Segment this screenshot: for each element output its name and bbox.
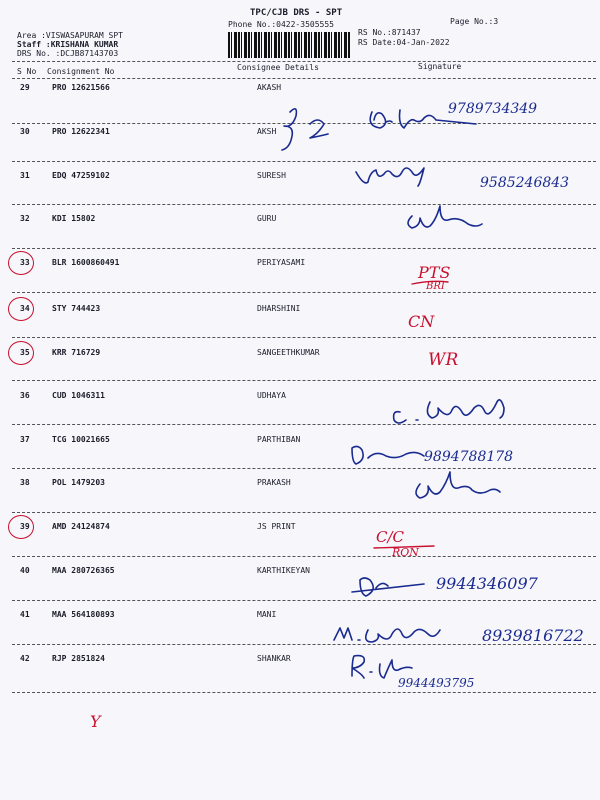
row-sno: 39 [20, 522, 30, 531]
staff-label: Staff :KRISHANA KUMAR [17, 40, 119, 49]
row-separator [12, 556, 596, 557]
row-separator [12, 380, 596, 381]
row-consignment: MAA 280726365 [52, 566, 115, 575]
table-row [0, 83, 600, 103]
row-consignment: AMD 24124874 [52, 522, 110, 531]
row-consignment: STY 744423 [52, 304, 101, 313]
table-row [0, 127, 600, 147]
handwritten-code-34: CN [408, 312, 435, 331]
row-sno: 34 [20, 304, 30, 313]
handwritten-phone-29: 9789734349 [448, 101, 538, 117]
row-consignee: AKSH [257, 127, 277, 136]
row-separator [12, 248, 596, 249]
handwritten-code-35: WR [428, 350, 459, 370]
handwritten-phone-40: 9944346097 [436, 574, 538, 593]
row-consignment: MAA 564180893 [52, 610, 115, 619]
row-consignment: TCG 10021665 [52, 435, 110, 444]
handwritten-footer-mark: Y [90, 712, 101, 731]
handwritten-phone-41: 8939816722 [482, 626, 584, 645]
handwritten-phone-31: 9585246843 [480, 175, 570, 191]
row-consignment: CUD 1046311 [52, 391, 105, 400]
row-consignee: GURU [257, 214, 277, 223]
row-consignee: PRAKASH [257, 478, 291, 487]
row-separator [12, 468, 596, 469]
table-row [0, 654, 600, 674]
row-sno: 32 [20, 214, 30, 223]
col-signature: Signature [418, 62, 462, 71]
area-label: Area :VISWASAPURAM SPT [17, 31, 123, 40]
row-separator [12, 292, 596, 293]
row-consignment: BLR 1600860491 [52, 258, 120, 267]
row-consignee: SHANKAR [257, 654, 291, 663]
handwritten-code-39a: C/C [376, 528, 405, 546]
table-row [0, 214, 600, 234]
handwritten-code-33a: PTS [418, 263, 451, 282]
barcode [228, 32, 350, 58]
phone-number: Phone No.:0422-3505555 [228, 20, 334, 29]
row-consignee: MANI [257, 610, 277, 619]
row-separator [12, 161, 596, 162]
table-row [0, 478, 600, 498]
row-separator [12, 337, 596, 338]
handwritten-phone-37: 9894788178 [424, 449, 514, 465]
row-consignee: DHARSHINI [257, 304, 301, 313]
handwritten-phone-42: 9944493795 [398, 676, 475, 690]
row-sno: 40 [20, 566, 30, 575]
row-sno: 29 [20, 83, 30, 92]
row-consignee: AKASH [257, 83, 282, 92]
drs-number: DRS No. :DCJB87143703 [17, 49, 119, 58]
table-row [0, 522, 600, 542]
row-sno: 42 [20, 654, 30, 663]
sheet-title: TPC/CJB DRS - SPT [250, 8, 343, 18]
row-consignment: RJP 2851824 [52, 654, 105, 663]
row-consignment: PRO 12621566 [52, 83, 110, 92]
header-rule-top [12, 61, 596, 62]
row-sno: 36 [20, 391, 30, 400]
row-sno: 37 [20, 435, 30, 444]
row-sno: 30 [20, 127, 30, 136]
row-consignee: SURESH [257, 171, 286, 180]
header-rule-bottom [12, 78, 596, 79]
row-consignee: UDHAYA [257, 391, 286, 400]
row-consignment: KRR 716729 [52, 348, 101, 357]
row-sno: 35 [20, 348, 30, 357]
table-row [0, 348, 600, 368]
row-consignee: KARTHIKEYAN [257, 566, 310, 575]
row-consignee: JS PRINT [257, 522, 296, 531]
row-sno: 41 [20, 610, 30, 619]
row-sno: 38 [20, 478, 30, 487]
row-consignment: EDQ 47259102 [52, 171, 110, 180]
row-separator [12, 123, 596, 124]
table-row [0, 258, 600, 278]
row-sno: 33 [20, 258, 30, 267]
row-consignee: SANGEETHKUMAR [257, 348, 320, 357]
row-consignee: PARTHIBAN [257, 435, 301, 444]
row-sno: 31 [20, 171, 30, 180]
handwritten-code-33b: BRI [426, 281, 445, 292]
rs-date: RS Date:04-Jan-2022 [358, 38, 450, 47]
page-number: Page No.:3 [450, 17, 499, 26]
row-consignment: KDI 15802 [52, 214, 96, 223]
signature-41 [334, 628, 440, 642]
row-consignee: PERIYASAMI [257, 258, 306, 267]
row-consignment: POL 1479203 [52, 478, 105, 487]
table-row [0, 391, 600, 411]
handwritten-code-39b: RON [392, 546, 419, 559]
row-separator [12, 424, 596, 425]
row-separator [12, 600, 596, 601]
col-consignment: Consignment No [47, 67, 115, 76]
rs-number: RS No.:871437 [358, 28, 421, 37]
col-consignee: Consignee Details [237, 63, 319, 72]
row-consignment: PRO 12622341 [52, 127, 110, 136]
row-separator [12, 512, 596, 513]
table-row [0, 304, 600, 324]
col-sno: S No [17, 67, 37, 76]
signature-29c [370, 112, 392, 128]
row-separator [12, 204, 596, 205]
row-separator [12, 692, 596, 693]
